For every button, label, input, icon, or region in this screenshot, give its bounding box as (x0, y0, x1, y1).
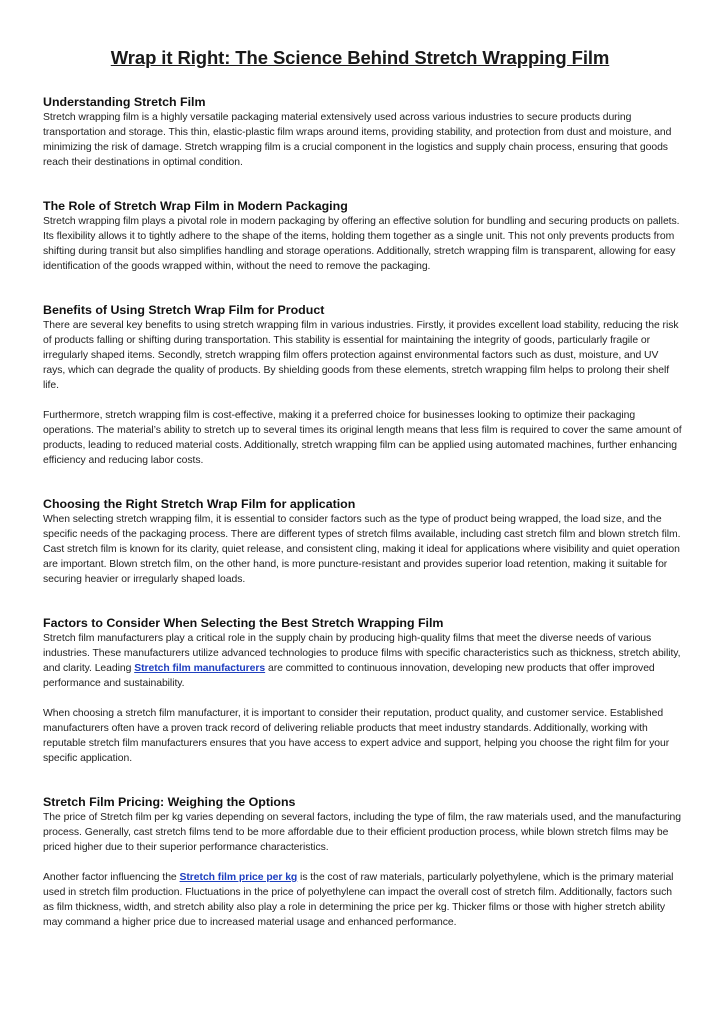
section-heading: Benefits of Using Stretch Wrap Film for Product (43, 303, 325, 317)
paragraph-text: are committed to continuous innovation, developing new products that offer improved performance and sustainability. (43, 663, 655, 689)
section-benefits (43, 303, 683, 468)
section-paragraph: Stretch wrapping film is a highly versatile packaging material extensively used across various industries to secure products during transportation and storage. This thin, elastic-plastic film wraps around items, providing stability, and protection from dust and moisture, and minimizing the risk of damage. Stretch wrapping film is a crucial component in the logistics and supply chain process, ensuring that goods reach their destinations in optimal condition. (43, 112, 672, 168)
section-paragraph: When selecting stretch wrapping film, it is essential to consider factors such as the type of product being wrapped, the load size, and the specific needs of the packaging process. There are different types of stretch films available, including cast stretch film and blown stretch film. Cast stretch film is known for its clarity, quiet release, and consistent cling, making it ideal for applications where visibility and quiet operation are important. Blown stretch film, on the other hand, is more puncture-resistant and provides superior load retention, making it suitable for securing heavier or irregularly shaped loads. (43, 514, 681, 585)
stretch-film-manufacturers-link[interactable]: Stretch film manufacturers (134, 663, 266, 674)
section-heading: Stretch Film Pricing: Weighing the Options (43, 795, 296, 809)
section-paragraph: Furthermore, stretch wrapping film is cost-effective, making it a preferred choice for businesses looking to optimize their packaging operations. The material’s ability to stretch up to several times its original length means that less film is required to cover the same amount of products, leading to reduced material costs. Additionally, stretch wrapping film can be applied using automated machines, further enhancing efficiency and reducing labor costs. (43, 410, 682, 466)
section-heading: Understanding Stretch Film (43, 95, 206, 109)
section-heading: Choosing the Right Stretch Wrap Film for application (43, 497, 356, 511)
paragraph-text: is the cost of raw materials, particularly polyethylene, which is the primary material used in stretch film production. Fluctuations in the price of polyethylene can impact the overall cost of stretch film. Additionally, factors such as film thickness, width, and stretch ability also play a role in determining the price per kg. Thicker films or those with higher stretch ability may command a higher price due to increased material usage and enhanced performance. (43, 872, 674, 928)
section-pricing (43, 795, 683, 930)
document-page (43, 0, 683, 930)
section-paragraph: The price of Stretch film per kg varies depending on several factors, including the type of film, the raw materials used, and the manufacturing process. Generally, cast stretch films tend to be more affordable due to their efficient production process, while blown stretch films may be priced higher due to their superior performance characteristics. (43, 812, 681, 853)
section-factors (43, 616, 683, 766)
paragraph-text: Another factor influencing the (43, 872, 180, 883)
section-paragraph: Stretch wrapping film plays a pivotal role in modern packaging by offering an effective solution for bundling and securing products on pallets. Its flexibility allows it to tightly adhere to the shape of the items, holding them together as a single unit. This not only prevents products from shifting during transit but also simplifies handling and storage operations. Additionally, stretch wrapping film is transparent, allowing for easy identification of the goods wrapped within, without the need to remove the packaging. (43, 216, 680, 272)
section-paragraph: When choosing a stretch film manufacturer, it is important to consider their reputation, product quality, and customer service. Established manufacturers often have a proven track record of delivering reliable products that meet industry standards. Additionally, working with reputable stretch film manufacturers ensures that you have access to expert advice and support, helping you choose the right film for your specific application. (43, 708, 670, 764)
section-role (43, 199, 683, 274)
section-paragraph (43, 870, 683, 930)
section-choosing (43, 497, 683, 587)
paragraph-text: Stretch film manufacturers play a critical role in the supply chain by producing high-quality films that meet the diverse needs of various industries. These manufacturers utilize advanced technologies to produce films with specific characteristics such as thickness, stretch ability, and clarity. Leading (43, 633, 681, 674)
section-heading: Factors to Consider When Selecting the Best Stretch Wrapping Film (43, 616, 444, 630)
section-heading: The Role of Stretch Wrap Film in Modern Packaging (43, 199, 348, 213)
page-title: Wrap it Right: The Science Behind Stretch Wrapping Film (110, 47, 610, 68)
section-paragraph (43, 631, 683, 691)
section-understanding (43, 95, 683, 170)
stretch-film-price-link[interactable]: Stretch film price per kg (179, 872, 298, 883)
section-paragraph: There are several key benefits to using stretch wrapping film in various industries. Firstly, it provides excellent load stability, reducing the risk of products falling or shifting during transportation. This stability is essential for maintaining the integrity of goods, particularly fragile or irregularly shaped items. Secondly, stretch wrapping film offers protection against environmental factors such as dust, moisture, and UV rays, which can degrade the quality of products. By shielding goods from these elements, stretch wrapping film helps to prolong their shelf life. (43, 320, 679, 391)
